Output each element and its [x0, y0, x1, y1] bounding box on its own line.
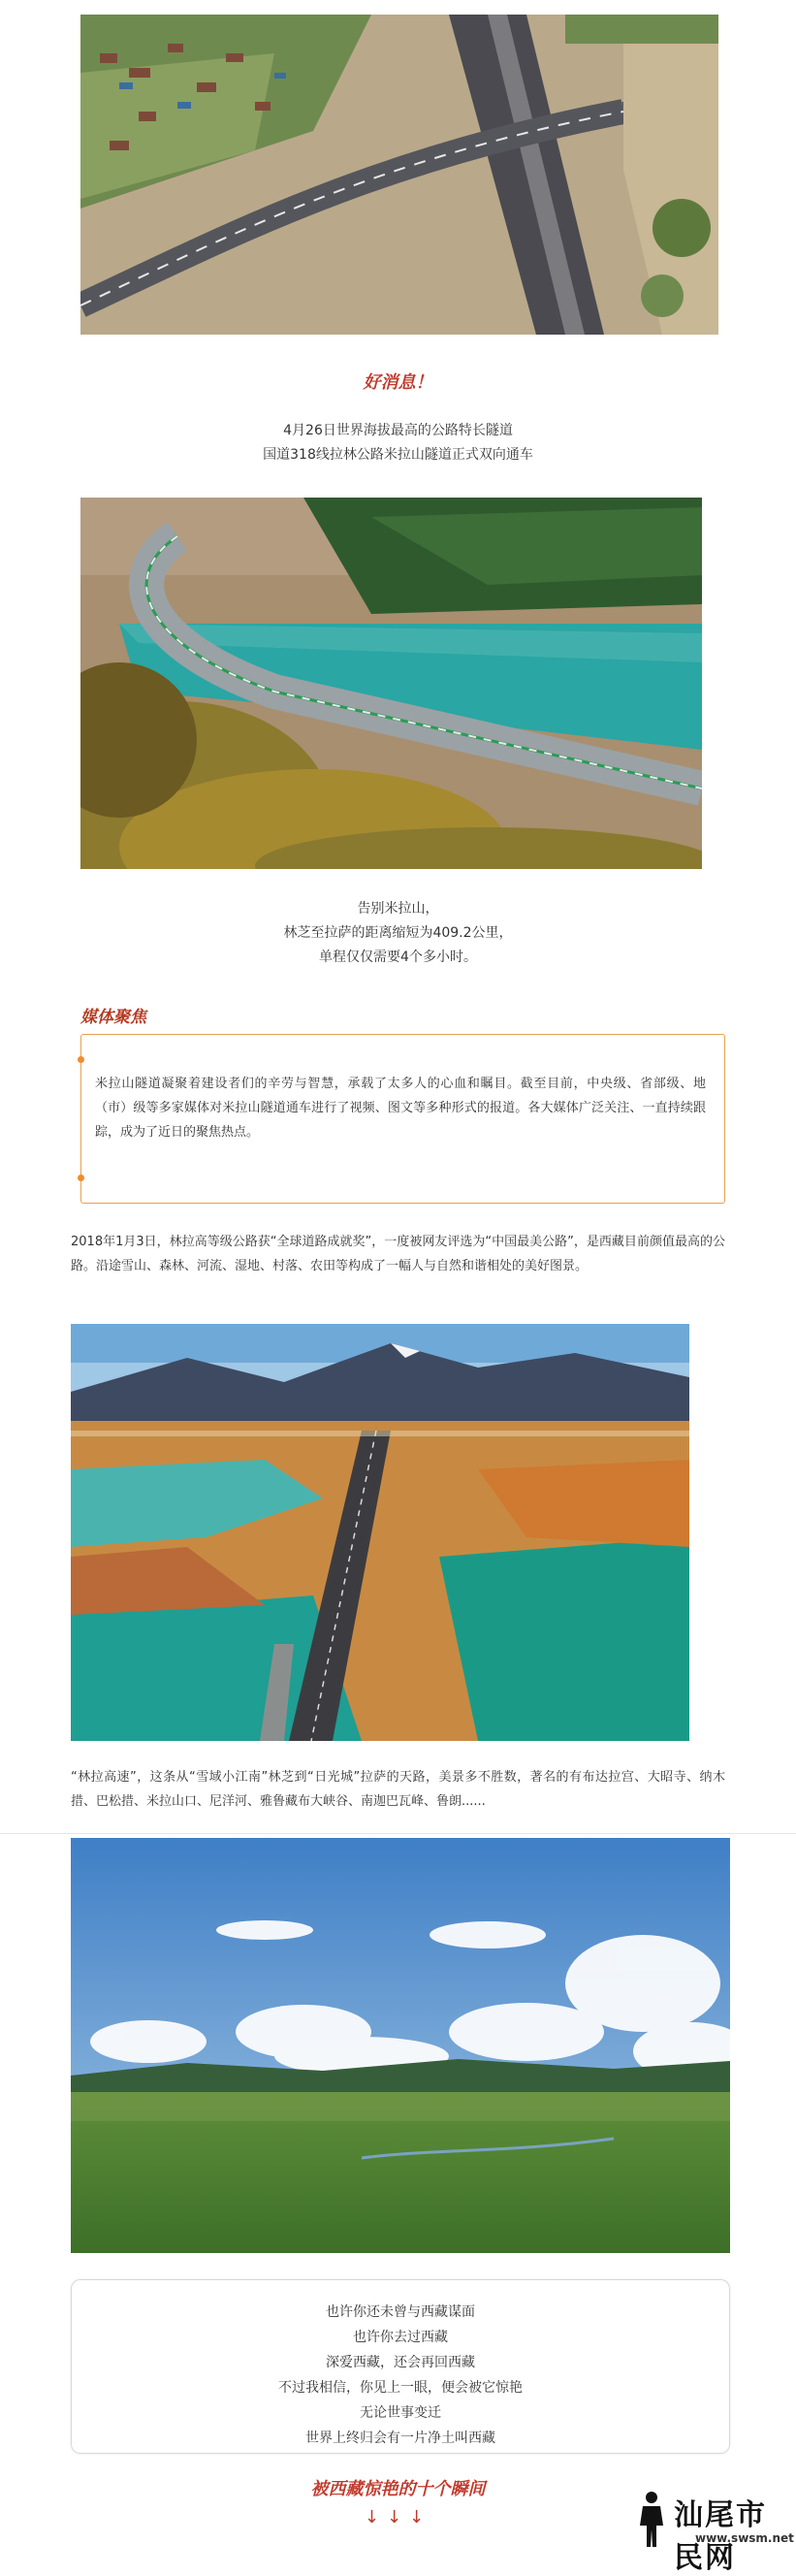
photo-river-highway — [71, 1324, 689, 1741]
watermark-url: www.swsm.net — [695, 2531, 794, 2545]
watermark-figure-icon — [635, 2491, 668, 2549]
media-focus-text: 米拉山隧道凝聚着建设者们的辛劳与智慧，承载了太多人的心血和瞩目。截至目前，中央级、省部级、地（市）级等多家媒体对米拉山隧道通车进行了视频、图文等多种形式的报道。各大媒体广泛关注、一直持续跟踪，成为了近日的聚焦热点。 — [95, 1077, 706, 1140]
divider — [0, 1833, 796, 1834]
closing-title: 被西藏惊艳的十个瞬间 — [310, 2479, 486, 2499]
poem-line: 不过我相信，你见上一眼，便会被它惊艳 — [278, 2380, 523, 2396]
award-paragraph: 2018年1月3日，林拉高等级公路获“全球道路成就奖”，一度被网友评选为“中国最美公路”，是西藏目前颜值最高的公路。沿途雪山、森林、河流、湿地、村落、农田等构成了一幅人与自然和谐相处的美好图景。 — [71, 1235, 725, 1273]
poem-box — [71, 2279, 730, 2454]
photo-lake-viaduct — [80, 498, 702, 869]
poem-line: 无论世事变迁 — [360, 2405, 441, 2421]
poem-line: 也许你去过西藏 — [353, 2330, 448, 2345]
watermark — [635, 2491, 794, 2575]
poem-line: 深爱西藏，还会再回西藏 — [326, 2355, 475, 2370]
media-focus-title: 媒体聚焦 — [80, 1008, 146, 1027]
poem-line: 也许你还未曾与西藏谋面 — [326, 2304, 475, 2320]
caption-line: 单程仅仅需要4个多小时。 — [319, 950, 477, 965]
caption-line: 林芝至拉萨的距离缩短为409.2公里， — [283, 925, 513, 941]
route-paragraph: “林拉高速”，这条从“雪域小江南”林芝到“日光城”拉萨的天路，美景多不胜数，著名的有布达拉宫、大昭寺、纳木措、巴松措、米拉山口、尼洋河、雅鲁藏布大峡谷、南迦巴瓦峰、鲁朗...... — [71, 1770, 725, 1809]
watermark-text: 汕尾市民网 — [674, 2498, 767, 2575]
poem-lines — [72, 2280, 729, 2451]
headline: 好消息！ — [363, 372, 433, 393]
bullet-dot — [78, 1175, 84, 1181]
down-arrows-icon: ↓↓↓ — [364, 2507, 432, 2528]
poem-line: 世界上终归会有一片净土叫西藏 — [305, 2431, 495, 2446]
caption-line: 告别米拉山， — [357, 901, 439, 917]
photo-grassland-sky — [71, 1838, 730, 2253]
photo-highway-interchange — [80, 15, 718, 335]
caption-text — [0, 897, 796, 970]
intro-text — [0, 419, 796, 467]
bullet-dot — [78, 1056, 84, 1063]
media-focus-box — [80, 1034, 725, 1204]
intro-line: 4月26日世界海拔最高的公路特长隧道 — [283, 423, 513, 438]
intro-line: 国道318线拉林公路米拉山隧道正式双向通车 — [263, 447, 533, 463]
